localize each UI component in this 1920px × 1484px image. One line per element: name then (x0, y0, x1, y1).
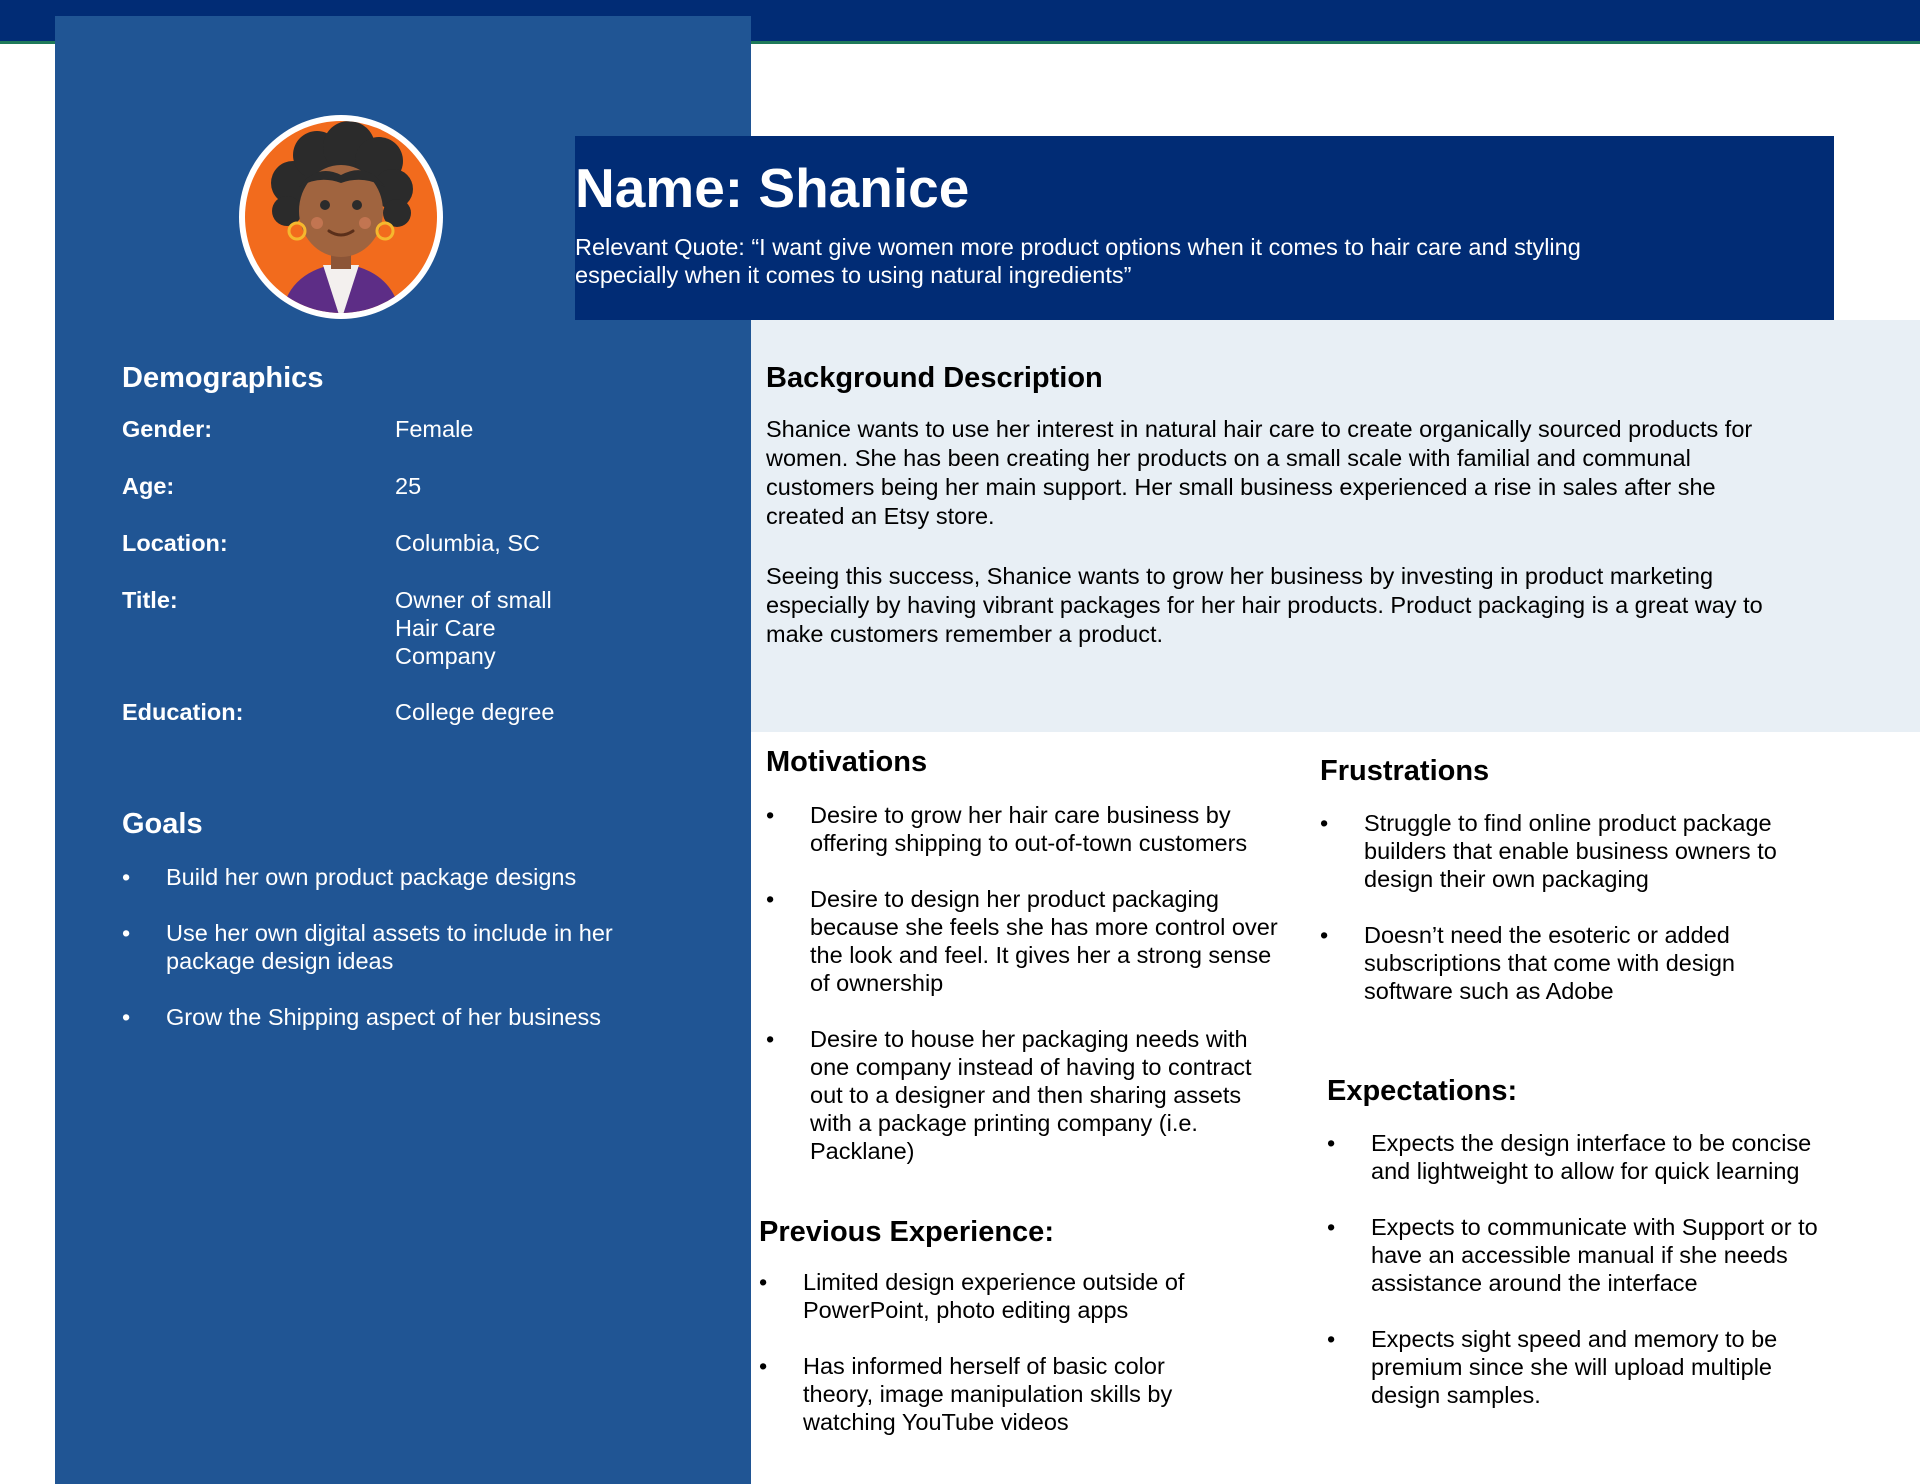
list-item: • Expects the design interface to be concise and lightweight to allow for quick learning (1327, 1129, 1827, 1185)
demographics-heading: Demographics (122, 362, 324, 394)
demographic-label: Location: (122, 530, 228, 556)
goals-list (122, 863, 662, 1059)
demographic-label: Title: (122, 587, 178, 613)
frustrations-heading: Frustrations (1320, 755, 1490, 787)
motivations-list (766, 801, 1286, 1193)
demographic-value: Female (395, 416, 474, 442)
list-item: • Use her own digital assets to include in her package design ideas (122, 919, 662, 975)
demographic-label: Education: (122, 699, 244, 725)
list-item: • Has informed herself of basic color theory, image manipulation skills by watching YouTube videos (759, 1352, 1239, 1436)
list-item: • Desire to design her product packaging because she feels she has more control over the look and feel. It gives her a strong sense of ownership (766, 885, 1286, 997)
avatar (237, 113, 445, 321)
list-item: • Desire to house her packaging needs with one company instead of having to contract out to a designer and then sharing assets with a package printing company (i.e. Packlane) (766, 1025, 1286, 1165)
demographic-value: 25 (395, 473, 422, 499)
demographic-label: Age: (122, 473, 175, 499)
list-item: • Build her own product package designs (122, 863, 662, 891)
list-item: • Desire to grow her hair care business by offering shipping to out-of-town customers (766, 801, 1286, 857)
name-banner (575, 136, 1834, 320)
list-item: • Struggle to find online product package builders that enable business owners to design their own packaging (1320, 809, 1820, 893)
background-heading: Background Description (766, 362, 1103, 394)
demographic-value: Owner of small Hair Care Company (395, 587, 552, 669)
background-paragraph-2: Seeing this success, Shanice wants to grow her business by investing in product marketing especially by having vibrant packages for her hair products. Product packaging is a great way to make customers remember a product. (766, 563, 1763, 647)
demographic-value: Columbia, SC (395, 530, 540, 556)
list-item: • Expects to communicate with Support or to have an accessible manual if she needs assistance around the interface (1327, 1213, 1827, 1297)
list-item: • Limited design experience outside of PowerPoint, photo editing apps (759, 1268, 1239, 1324)
list-item: • Doesn’t need the esoteric or added subscriptions that come with design software such as Adobe (1320, 921, 1820, 1005)
demographic-value: College degree (395, 699, 555, 725)
frustrations-list (1320, 809, 1820, 1033)
previous-experience-heading: Previous Experience: (759, 1216, 1054, 1248)
background-paragraph-1: Shanice wants to use her interest in natural hair care to create organically sourced products for women. She has been creating her products on a small scale with familial and communal customers being her main support. Her small business experienced a rise in sales after she created an Etsy store. (766, 416, 1753, 529)
expectations-heading: Expectations: (1327, 1075, 1518, 1107)
demographic-label: Gender: (122, 416, 213, 442)
list-item: • Grow the Shipping aspect of her business (122, 1003, 662, 1031)
motivations-heading: Motivations (766, 746, 928, 778)
goals-heading: Goals (122, 808, 203, 840)
previous-experience-list (759, 1268, 1239, 1464)
expectations-list (1327, 1129, 1827, 1437)
relevant-quote: Relevant Quote: “I want give women more product options when it comes to hair care and styling especially when it comes to using natural ingredients” (575, 234, 1581, 288)
list-item: • Expects sight speed and memory to be premium since she will upload multiple design samples. (1327, 1325, 1827, 1409)
persona-name: Name: Shanice (575, 157, 970, 219)
